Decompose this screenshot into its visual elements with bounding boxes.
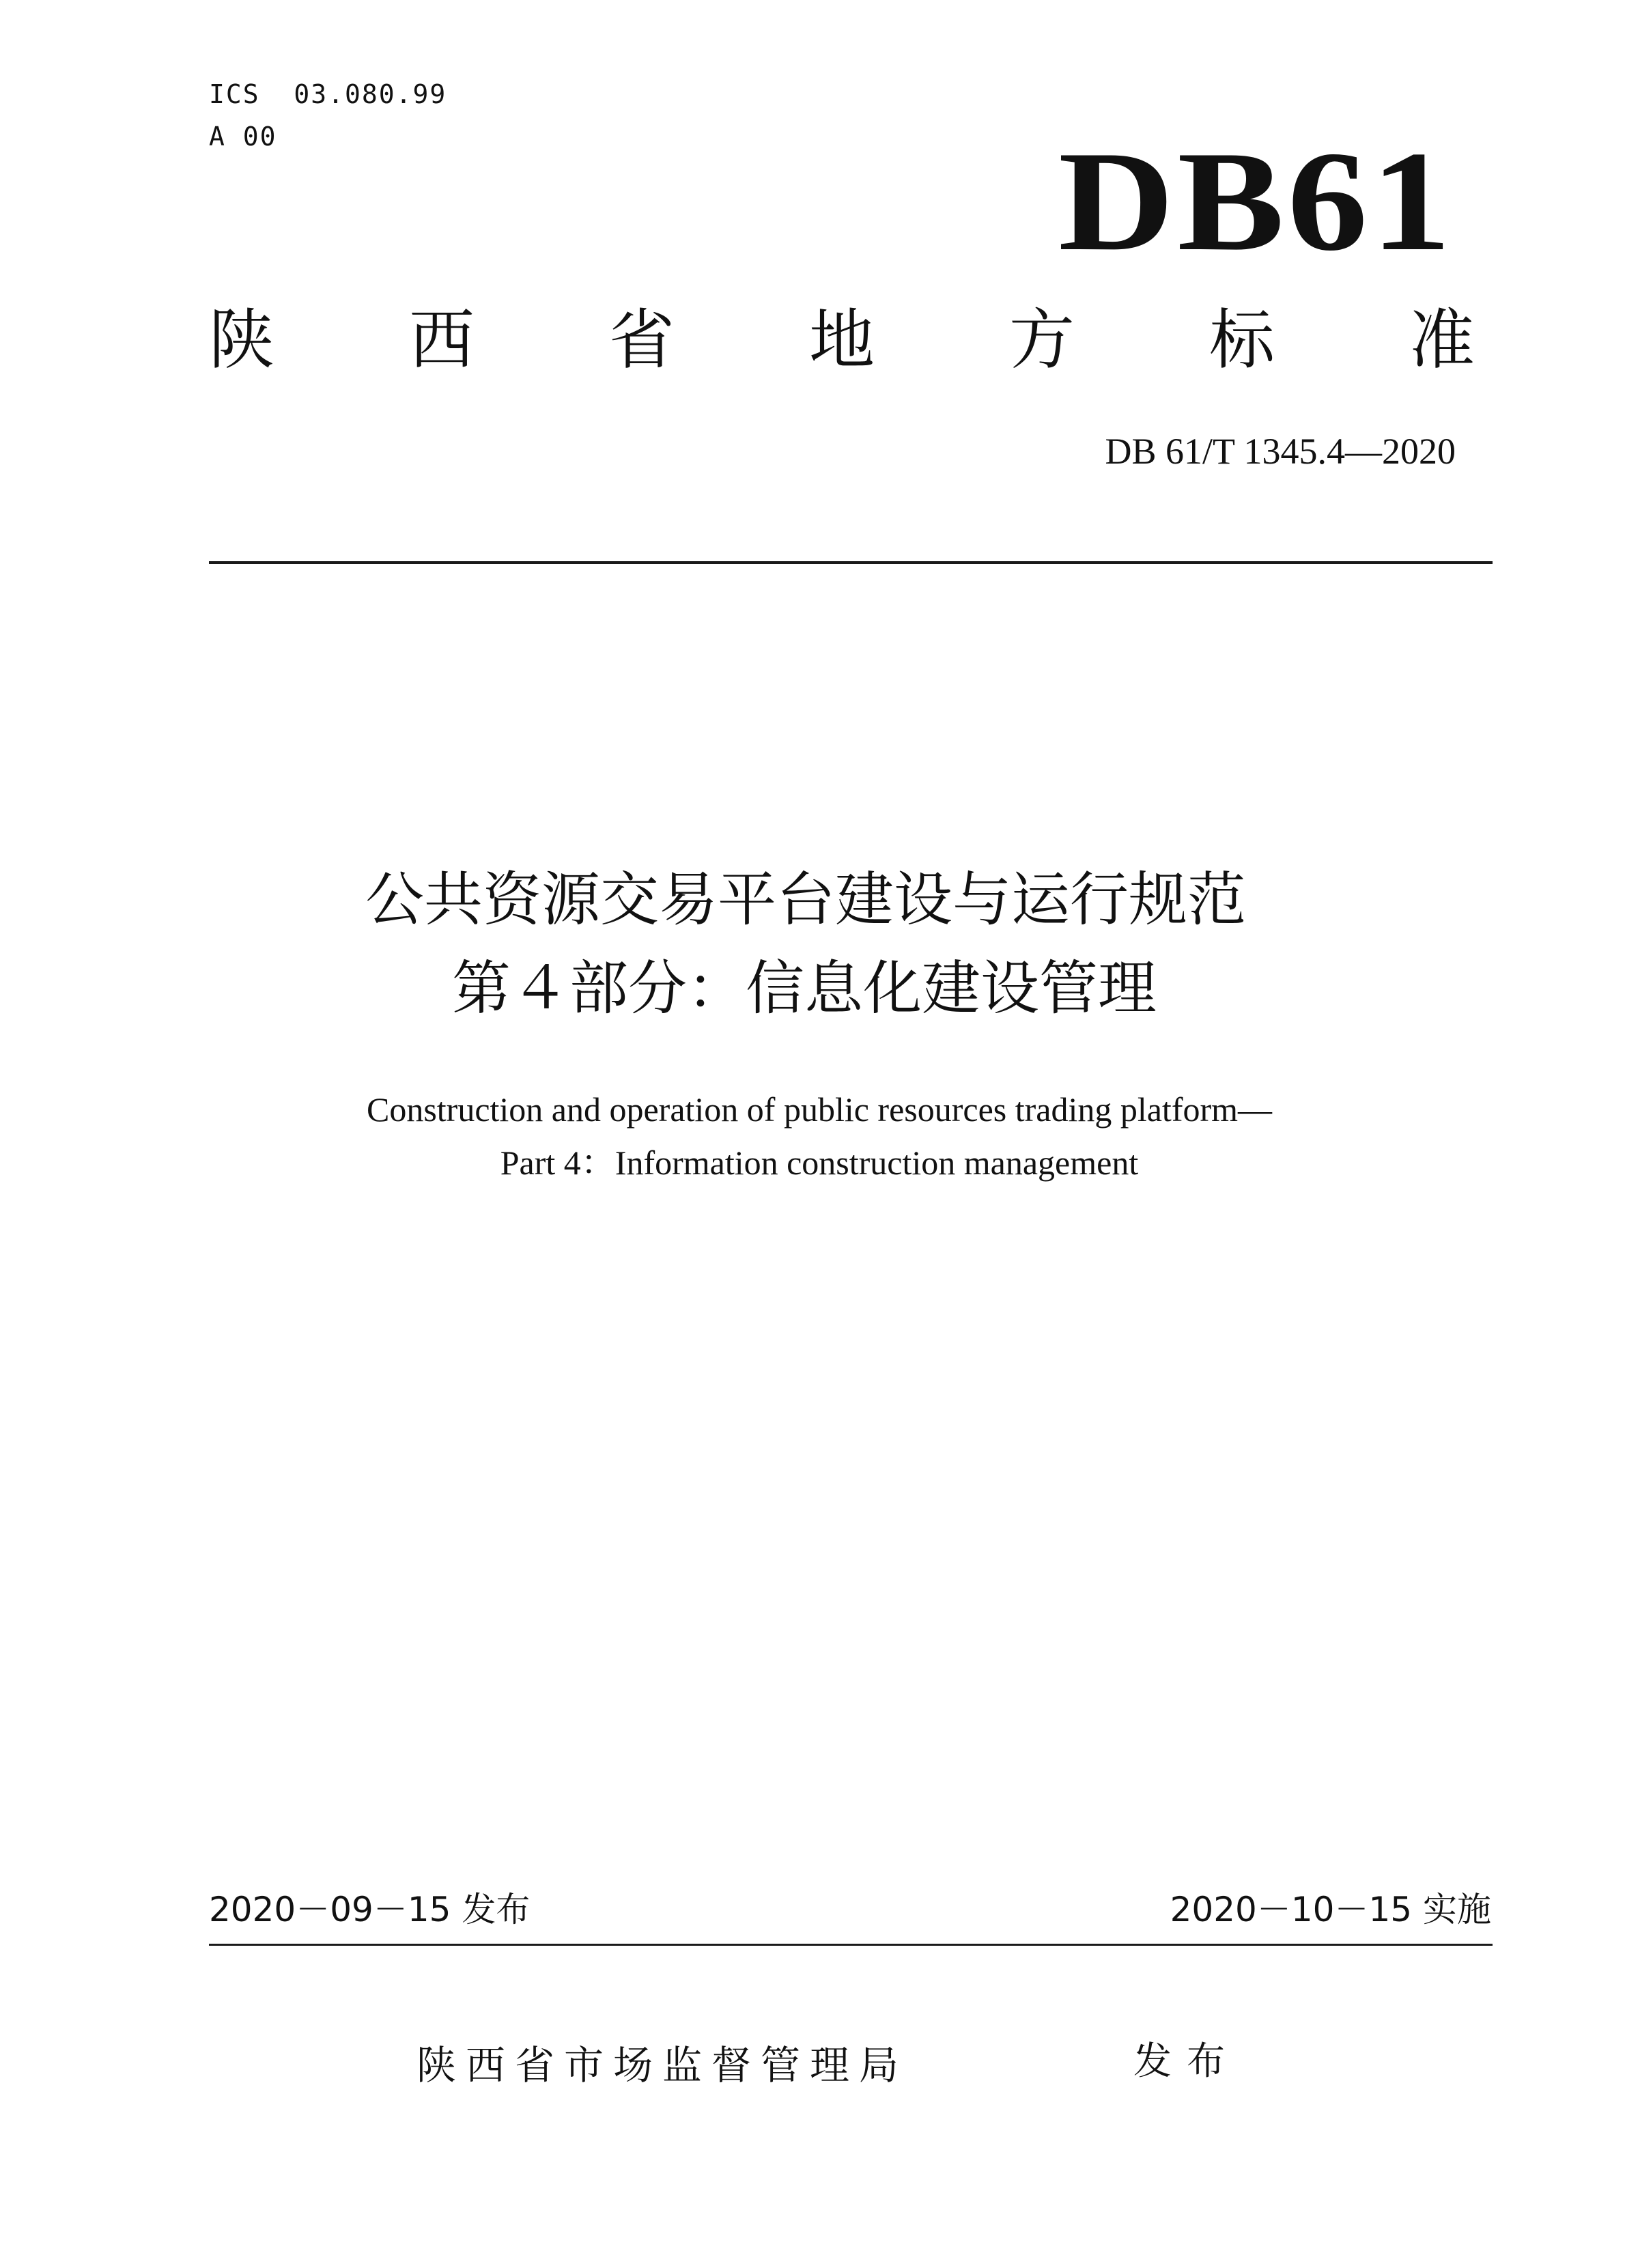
standard-type-char: 方 xyxy=(1009,302,1075,378)
top-divider xyxy=(209,561,1493,564)
ics-code: ICS 03.080.99 xyxy=(209,79,447,109)
standard-type-heading xyxy=(209,302,1475,378)
issuing-authority: 陕西省市场监督管理局 xyxy=(416,2042,909,2088)
english-title-line-1: Construction and operation of public resources trading platform— xyxy=(366,1090,1273,1129)
standard-type-char: 准 xyxy=(1409,302,1475,378)
standard-type-char: 省 xyxy=(609,302,675,378)
standard-type-char: 地 xyxy=(809,302,875,378)
chinese-title-line-2: 第４部分：信息化建设管理 xyxy=(452,954,1157,1023)
issue-label: 发布 xyxy=(1133,2039,1240,2084)
chinese-title-line-1: 公共资源交易平台建设与运行规范 xyxy=(365,866,1246,934)
bottom-divider xyxy=(209,1944,1493,1946)
english-title-line-2: Part 4：Information construction management xyxy=(500,1144,1139,1182)
classification-code: A 00 xyxy=(209,122,277,152)
standard-mark: DB61 xyxy=(1058,122,1454,281)
standard-type-char: 标 xyxy=(1209,302,1275,378)
standard-type-char: 西 xyxy=(409,302,475,378)
issue-date: 2020－09－15 发布 xyxy=(209,1890,531,1929)
standard-number: DB 61/T 1345.4—2020 xyxy=(1105,431,1456,472)
implementation-date: 2020－10－15 实施 xyxy=(1170,1890,1491,1929)
standard-type-char: 陕 xyxy=(209,302,274,378)
